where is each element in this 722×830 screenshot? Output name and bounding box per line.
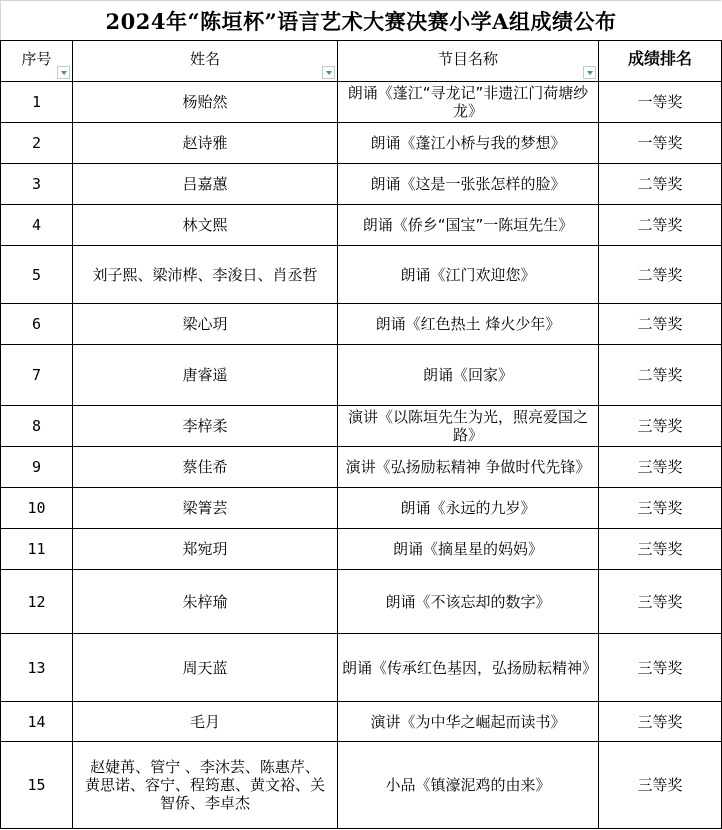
cell-program[interactable]: 朗诵《江门欢迎您》 <box>338 246 599 304</box>
cell-seq[interactable]: 3 <box>1 164 73 205</box>
cell-seq[interactable]: 1 <box>1 82 73 123</box>
cell-program[interactable]: 朗诵《这是一张张怎样的脸》 <box>338 164 599 205</box>
cell-award[interactable]: 三等奖 <box>599 406 722 447</box>
column-header-seq <box>1 41 73 82</box>
cell-program[interactable]: 朗诵《蓬江小桥与我的梦想》 <box>338 123 599 164</box>
cell-name[interactable]: 郑宛玥 <box>73 529 338 570</box>
cell-seq[interactable]: 13 <box>1 634 73 702</box>
cell-name[interactable]: 林文熙 <box>73 205 338 246</box>
table-row <box>1 246 722 304</box>
column-header-award <box>599 41 722 82</box>
column-header-program <box>338 41 599 82</box>
cell-award[interactable]: 二等奖 <box>599 345 722 406</box>
table-row <box>1 123 722 164</box>
header-label: 姓名 <box>189 50 220 68</box>
header-label: 成绩排名 <box>627 49 692 68</box>
header-row <box>1 41 722 82</box>
cell-seq[interactable]: 2 <box>1 123 73 164</box>
table-row <box>1 702 722 742</box>
table-row <box>1 406 722 447</box>
filter-dropdown-icon[interactable] <box>322 66 335 79</box>
cell-name[interactable]: 唐睿遥 <box>73 345 338 406</box>
cell-name[interactable]: 刘子熙、梁沛桦、李浚日、肖丞哲 <box>73 246 338 304</box>
cell-award[interactable]: 三等奖 <box>599 634 722 702</box>
table-row <box>1 447 722 488</box>
header-label: 序号 <box>21 50 52 68</box>
table-row <box>1 529 722 570</box>
cell-seq[interactable]: 7 <box>1 345 73 406</box>
cell-program[interactable]: 小品《镇濠泥鸡的由来》 <box>338 742 599 829</box>
cell-program[interactable]: 朗诵《回家》 <box>338 345 599 406</box>
cell-program[interactable]: 演讲《弘扬励耘精神 争做时代先锋》 <box>338 447 599 488</box>
cell-seq[interactable]: 10 <box>1 488 73 529</box>
cell-name[interactable]: 吕嘉蕙 <box>73 164 338 205</box>
results-table <box>0 40 722 829</box>
cell-seq[interactable]: 11 <box>1 529 73 570</box>
cell-name[interactable]: 朱梓瑜 <box>73 570 338 634</box>
header-label: 节目名称 <box>437 50 498 68</box>
table-row <box>1 742 722 829</box>
cell-award[interactable]: 二等奖 <box>599 246 722 304</box>
table-row <box>1 634 722 702</box>
table-row <box>1 345 722 406</box>
table-row <box>1 82 722 123</box>
cell-award[interactable]: 三等奖 <box>599 488 722 529</box>
cell-award[interactable]: 三等奖 <box>599 702 722 742</box>
cell-name[interactable]: 周天蓝 <box>73 634 338 702</box>
table-row <box>1 304 722 345</box>
cell-program[interactable]: 朗诵《蓬江“寻龙记”非遗江门荷塘纱龙》 <box>338 82 599 123</box>
cell-name[interactable]: 赵诗雅 <box>73 123 338 164</box>
cell-program[interactable]: 朗诵《侨乡“国宝”一陈垣先生》 <box>338 205 599 246</box>
cell-seq[interactable]: 6 <box>1 304 73 345</box>
cell-award[interactable]: 二等奖 <box>599 164 722 205</box>
cell-program[interactable]: 朗诵《红色热土 烽火少年》 <box>338 304 599 345</box>
cell-name[interactable]: 杨贻然 <box>73 82 338 123</box>
cell-name[interactable]: 赵婕苒、管宁 、李沐芸、陈惠芹、黄思诺、容宁、程筠惠、黄文裕、关智侨、李卓杰 <box>73 742 338 829</box>
cell-name[interactable]: 梁箐芸 <box>73 488 338 529</box>
cell-program[interactable]: 朗诵《不该忘却的数字》 <box>338 570 599 634</box>
cell-award[interactable]: 三等奖 <box>599 742 722 829</box>
filter-dropdown-icon[interactable] <box>583 66 596 79</box>
cell-award[interactable]: 三等奖 <box>599 570 722 634</box>
table-row <box>1 164 722 205</box>
cell-name[interactable]: 蔡佳希 <box>73 447 338 488</box>
cell-program[interactable]: 演讲《以陈垣先生为光，照亮爱国之路》 <box>338 406 599 447</box>
column-header-name <box>73 41 338 82</box>
page-title: 2024年“陈垣杯”语言艺术大赛决赛小学A组成绩公布 <box>0 0 721 40</box>
cell-seq[interactable]: 4 <box>1 205 73 246</box>
cell-name[interactable]: 梁心玥 <box>73 304 338 345</box>
cell-award[interactable]: 三等奖 <box>599 529 722 570</box>
cell-award[interactable]: 三等奖 <box>599 447 722 488</box>
cell-award[interactable]: 二等奖 <box>599 205 722 246</box>
cell-program[interactable]: 演讲《为中华之崛起而读书》 <box>338 702 599 742</box>
cell-program[interactable]: 朗诵《摘星星的妈妈》 <box>338 529 599 570</box>
cell-seq[interactable]: 8 <box>1 406 73 447</box>
cell-program[interactable]: 朗诵《永远的九岁》 <box>338 488 599 529</box>
cell-seq[interactable]: 15 <box>1 742 73 829</box>
filter-dropdown-icon[interactable] <box>57 66 70 79</box>
cell-seq[interactable]: 5 <box>1 246 73 304</box>
cell-name[interactable]: 李梓柔 <box>73 406 338 447</box>
cell-seq[interactable]: 14 <box>1 702 73 742</box>
cell-award[interactable]: 二等奖 <box>599 304 722 345</box>
table-row <box>1 570 722 634</box>
cell-award[interactable]: 一等奖 <box>599 82 722 123</box>
cell-seq[interactable]: 12 <box>1 570 73 634</box>
cell-name[interactable]: 毛月 <box>73 702 338 742</box>
table-row <box>1 488 722 529</box>
table-row <box>1 205 722 246</box>
cell-award[interactable]: 一等奖 <box>599 123 722 164</box>
cell-program[interactable]: 朗诵《传承红色基因，弘扬励耘精神》 <box>338 634 599 702</box>
cell-seq[interactable]: 9 <box>1 447 73 488</box>
